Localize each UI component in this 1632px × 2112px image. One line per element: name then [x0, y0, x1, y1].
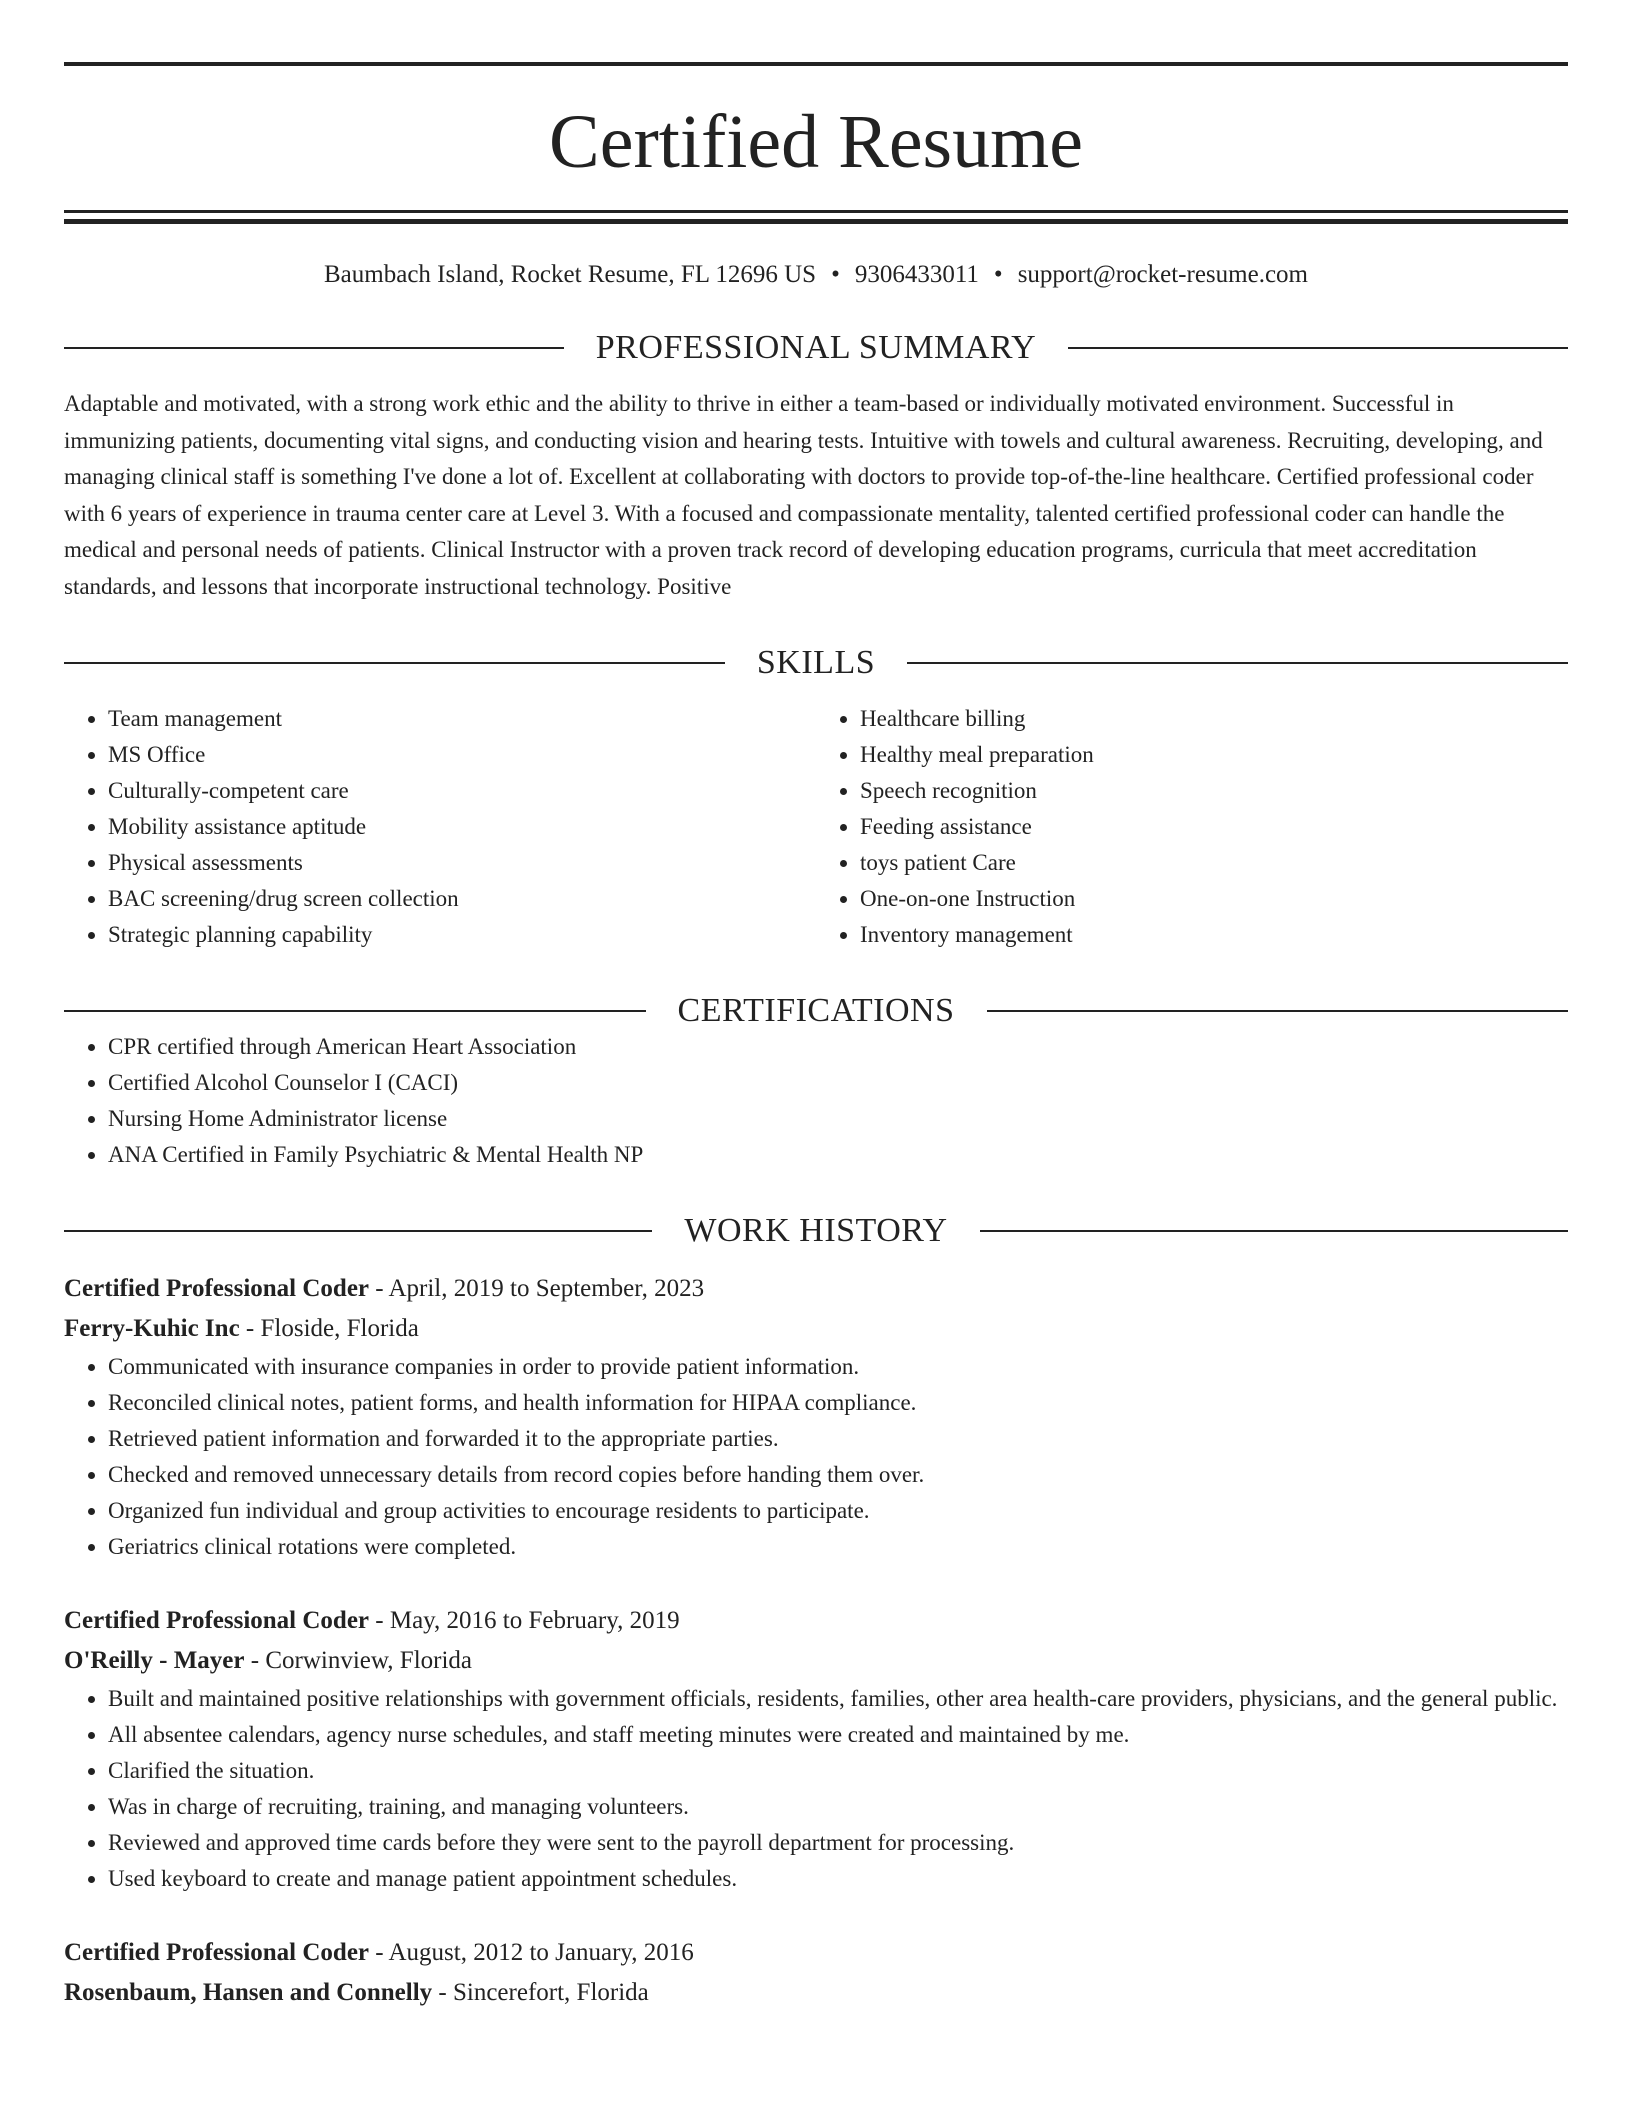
job-duties-list: [64, 1349, 1568, 1565]
job-dates: - April, 2019 to September, 2023: [369, 1275, 705, 1302]
skills-columns: [64, 701, 1568, 953]
job-company: Ferry-Kuhic Inc: [64, 1315, 240, 1342]
certification-item: • Certified Alcohol Counselor I (CACI): [108, 1065, 1568, 1101]
skill-item: • MS Office: [108, 737, 816, 773]
job-location: - Sincerefort, Florida: [432, 1979, 649, 2006]
section-title: PROFESSIONAL SUMMARY: [595, 329, 1037, 366]
heading-rule: [980, 1230, 1568, 1232]
job-title: Certified Professional Coder: [64, 1275, 370, 1302]
certification-item: • ANA Certified in Family Psychiatric & Mental Health NP: [108, 1137, 1568, 1173]
section-heading-skills: [64, 645, 1568, 681]
resume-name: Certified Resume: [549, 100, 1083, 184]
heading-rule: [64, 347, 564, 349]
job-duty-item: • Reconciled clinical notes, patient forms, and health information for HIPAA compliance.: [108, 1385, 1568, 1421]
skill-item: • Team management: [108, 701, 816, 737]
job-company: Rosenbaum, Hansen and Connelly: [64, 1979, 433, 2006]
skill-item: • toys patient Care: [860, 845, 1568, 881]
job-duty-item: • Communicated with insurance companies in order to provide patient information.: [108, 1349, 1568, 1385]
job-duty-item: • Built and maintained positive relationships with government officials, residents, families, other area health-care providers, physicians, and the general public.: [108, 1681, 1568, 1717]
job-entry: [64, 1601, 1568, 1897]
job-dates: - August, 2012 to January, 2016: [369, 1939, 694, 1966]
heading-rule: [1068, 347, 1568, 349]
job-title: Certified Professional Coder: [64, 1939, 370, 1966]
job-location: - Floside, Florida: [239, 1315, 419, 1342]
skill-item: • Mobility assistance aptitude: [108, 809, 816, 845]
heading-rule: [64, 662, 725, 664]
certification-item: • CPR certified through American Heart Association: [108, 1029, 1568, 1065]
skill-item: • One-on-one Instruction: [860, 881, 1568, 917]
heading-rule: [907, 662, 1568, 664]
job-duty-item: • Retrieved patient information and forwarded it to the appropriate parties.: [108, 1421, 1568, 1457]
job-title-line: [64, 1933, 1568, 1973]
job-duty-item: • Organized fun individual and group activities to encourage residents to participate.: [108, 1493, 1568, 1529]
contact-separator: •: [831, 261, 840, 288]
section-title: SKILLS: [756, 644, 876, 681]
heading-rule: [987, 1010, 1569, 1012]
job-duty-item: • Checked and removed unnecessary details from record copies before handing them over.: [108, 1457, 1568, 1493]
skill-item: • Speech recognition: [860, 773, 1568, 809]
contact-line: [64, 260, 1568, 290]
header-double-rule: [64, 210, 1568, 224]
section-heading-certifications: [64, 993, 1568, 1029]
summary-text: Adaptable and motivated, with a strong work ethic and the ability to thrive in either a team-based or individually motivated environment. Successful in immunizing patients, documenting vital signs, and conducting vision and hearing tests. Intuitive with towels and cultural awareness. Recruiting, developing, and managing clinical staff is something I've done a lot of. Excellent at collaborating with doctors to provide top-of-the-line healthcare. Certified professional coder with 6 years of experience in trauma center care at Level 3. With a focused and compassionate mentality, talented certified professional coder can handle the medical and personal needs of patients. Clinical Instructor with a proven track record of developing education programs, curricula that meet accreditation standards, and lessons that incorporate instructional technology. Positive: [64, 391, 1543, 599]
skill-item: • Feeding assistance: [860, 809, 1568, 845]
job-location: - Corwinview, Florida: [244, 1647, 473, 1674]
section-title: WORK HISTORY: [684, 1212, 948, 1249]
job-company-line: [64, 1309, 1568, 1349]
skill-item: • Healthcare billing: [860, 701, 1568, 737]
heading-rule: [64, 1230, 652, 1232]
skills-list-right: [816, 701, 1568, 953]
job-duty-item: • Used keyboard to create and manage patient appointment schedules.: [108, 1861, 1568, 1897]
contact-separator: •: [993, 261, 1003, 288]
job-title-line: [64, 1601, 1568, 1641]
section-heading-work-history: [64, 1213, 1568, 1249]
job-title: Certified Professional Coder: [64, 1607, 370, 1634]
skill-item: • Culturally-competent care: [108, 773, 816, 809]
contact-phone: 9306433011: [854, 261, 979, 288]
job-duty-item: • Geriatrics clinical rotations were completed.: [108, 1529, 1568, 1565]
job-duties-list: [64, 1681, 1568, 1897]
job-company-line: [64, 1641, 1568, 1681]
work-history-list: [64, 1269, 1568, 2013]
contact-email[interactable]: support@rocket-resume.com: [1017, 261, 1308, 288]
skill-item: • Strategic planning capability: [108, 917, 816, 953]
section-title: CERTIFICATIONS: [677, 992, 955, 1029]
job-duty-item: • Reviewed and approved time cards before they were sent to the payroll department for processing.: [108, 1825, 1568, 1861]
skills-list-left: [64, 701, 816, 953]
contact-address: Baumbach Island, Rocket Resume, FL 12696 US: [324, 261, 817, 288]
job-duty-item: • Clarified the situation.: [108, 1753, 1568, 1789]
certifications-list: [64, 1029, 1568, 1173]
job-entry: [64, 1269, 1568, 1565]
skill-item: • Healthy meal preparation: [860, 737, 1568, 773]
top-rule: [64, 62, 1568, 66]
job-entry: [64, 1933, 1568, 2013]
skill-item: • Inventory management: [860, 917, 1568, 953]
heading-rule: [64, 1010, 646, 1012]
job-company-line: [64, 1973, 1568, 2013]
section-heading-summary: [64, 330, 1568, 366]
job-duty-item: • All absentee calendars, agency nurse schedules, and staff meeting minutes were created and maintained by me.: [108, 1717, 1568, 1753]
job-company: O'Reilly - Mayer: [64, 1647, 245, 1674]
certification-item: • Nursing Home Administrator license: [108, 1101, 1568, 1137]
skill-item: • Physical assessments: [108, 845, 816, 881]
job-duty-item: • Was in charge of recruiting, training, and managing volunteers.: [108, 1789, 1568, 1825]
job-title-line: [64, 1269, 1568, 1309]
skill-item: • BAC screening/drug screen collection: [108, 881, 816, 917]
job-dates: - May, 2016 to February, 2019: [369, 1607, 680, 1634]
